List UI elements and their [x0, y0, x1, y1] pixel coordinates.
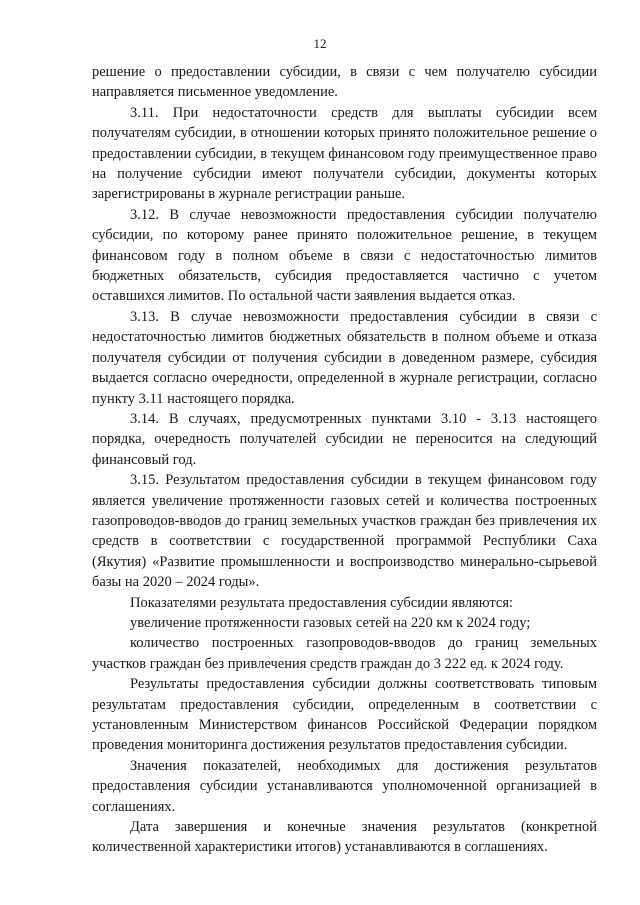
paragraph-indicator-gas-network: увеличение протяженности газовых сетей на 220 км к 2024 году;	[130, 614, 531, 631]
paragraph-3-14: 3.14. В случаях, предусмотренных пунктами 3.10 - 3.13 настоящего порядка, очередность получателей субсидии не переносится на следующий финансовый год.	[92, 410, 597, 468]
paragraph-3-15: 3.15. Результатом предоставления субсидии в текущем финансовом году является увеличение протяженности газовых сетей и количества построенных газопроводов-вводов до границ земельных участков граждан без привлечения их средств в соответствии с государственной программой Республики Саха (Якутия) «Развитие промышленности и воспроизводство минерально-сырьевой базы на 2020 – 2024 годы».	[92, 472, 597, 591]
paragraph-indicator-values: Значения показателей, необходимых для достижения результатов предоставления субсидии устанавливаются уполномоченной организацией в соглашениях.	[92, 757, 597, 815]
paragraph-completion-date: Дата завершения и конечные значения результатов (конкретной количественной характеристики итогов) устанавливаются в соглашениях.	[92, 819, 597, 856]
paragraph-3-13: 3.13. В случае невозможности предоставления субсидии в связи с недостаточностью лимитов бюджетных обязательств в полном объеме и отказа получателя субсидии от получения субсидии в доведенном размере, субсидия выдается согласно очередности, определенной в журнале регистрации, согласно пункту 3.11 настоящего порядка.	[92, 308, 597, 407]
paragraph-indicators-intro: Показателями результата предоставления субсидии являются:	[130, 594, 514, 611]
paragraph-3-11: 3.11. При недостаточности средств для выплаты субсидии всем получателям субсидии, в отношении которых принято положительное решение о предоставлении субсидии, в текущем финансовом году преимущественное право на получение субсидии имеют получатели субсидии, документы которых зарегистрированы в журнале регистрации раньше.	[92, 104, 597, 203]
paragraph-3-12: 3.12. В случае невозможности предоставления субсидии получателю субсидии, по которому ранее принято положительное решение, в текущем финансовом году в полном объеме в связи с недостаточностью лимитов бюджетных обязательств, субсидия предоставляется частично с учетом оставшихся лимитов. По остальной части заявления выдается отказ.	[92, 206, 597, 305]
paragraph-continuation: решение о предоставлении субсидии, в связи с чем получателю субсидии направляется письменное уведомление.	[92, 64, 597, 101]
paragraph-indicator-gas-inlets: количество построенных газопроводов-вводов до границ земельных участков граждан без привлечения средств граждан до 3 222 ед. к 2024 году.	[92, 635, 597, 672]
document-body	[92, 62, 597, 858]
page-number: 12	[313, 36, 327, 51]
paragraph-typical-results: Результаты предоставления субсидии должны соответствовать типовым результатам предоставления субсидии, определенным в соответствии с установленным Министерством финансов Российской Федерации порядком проведения мониторинга достижения результатов предоставления субсидии.	[92, 676, 597, 754]
